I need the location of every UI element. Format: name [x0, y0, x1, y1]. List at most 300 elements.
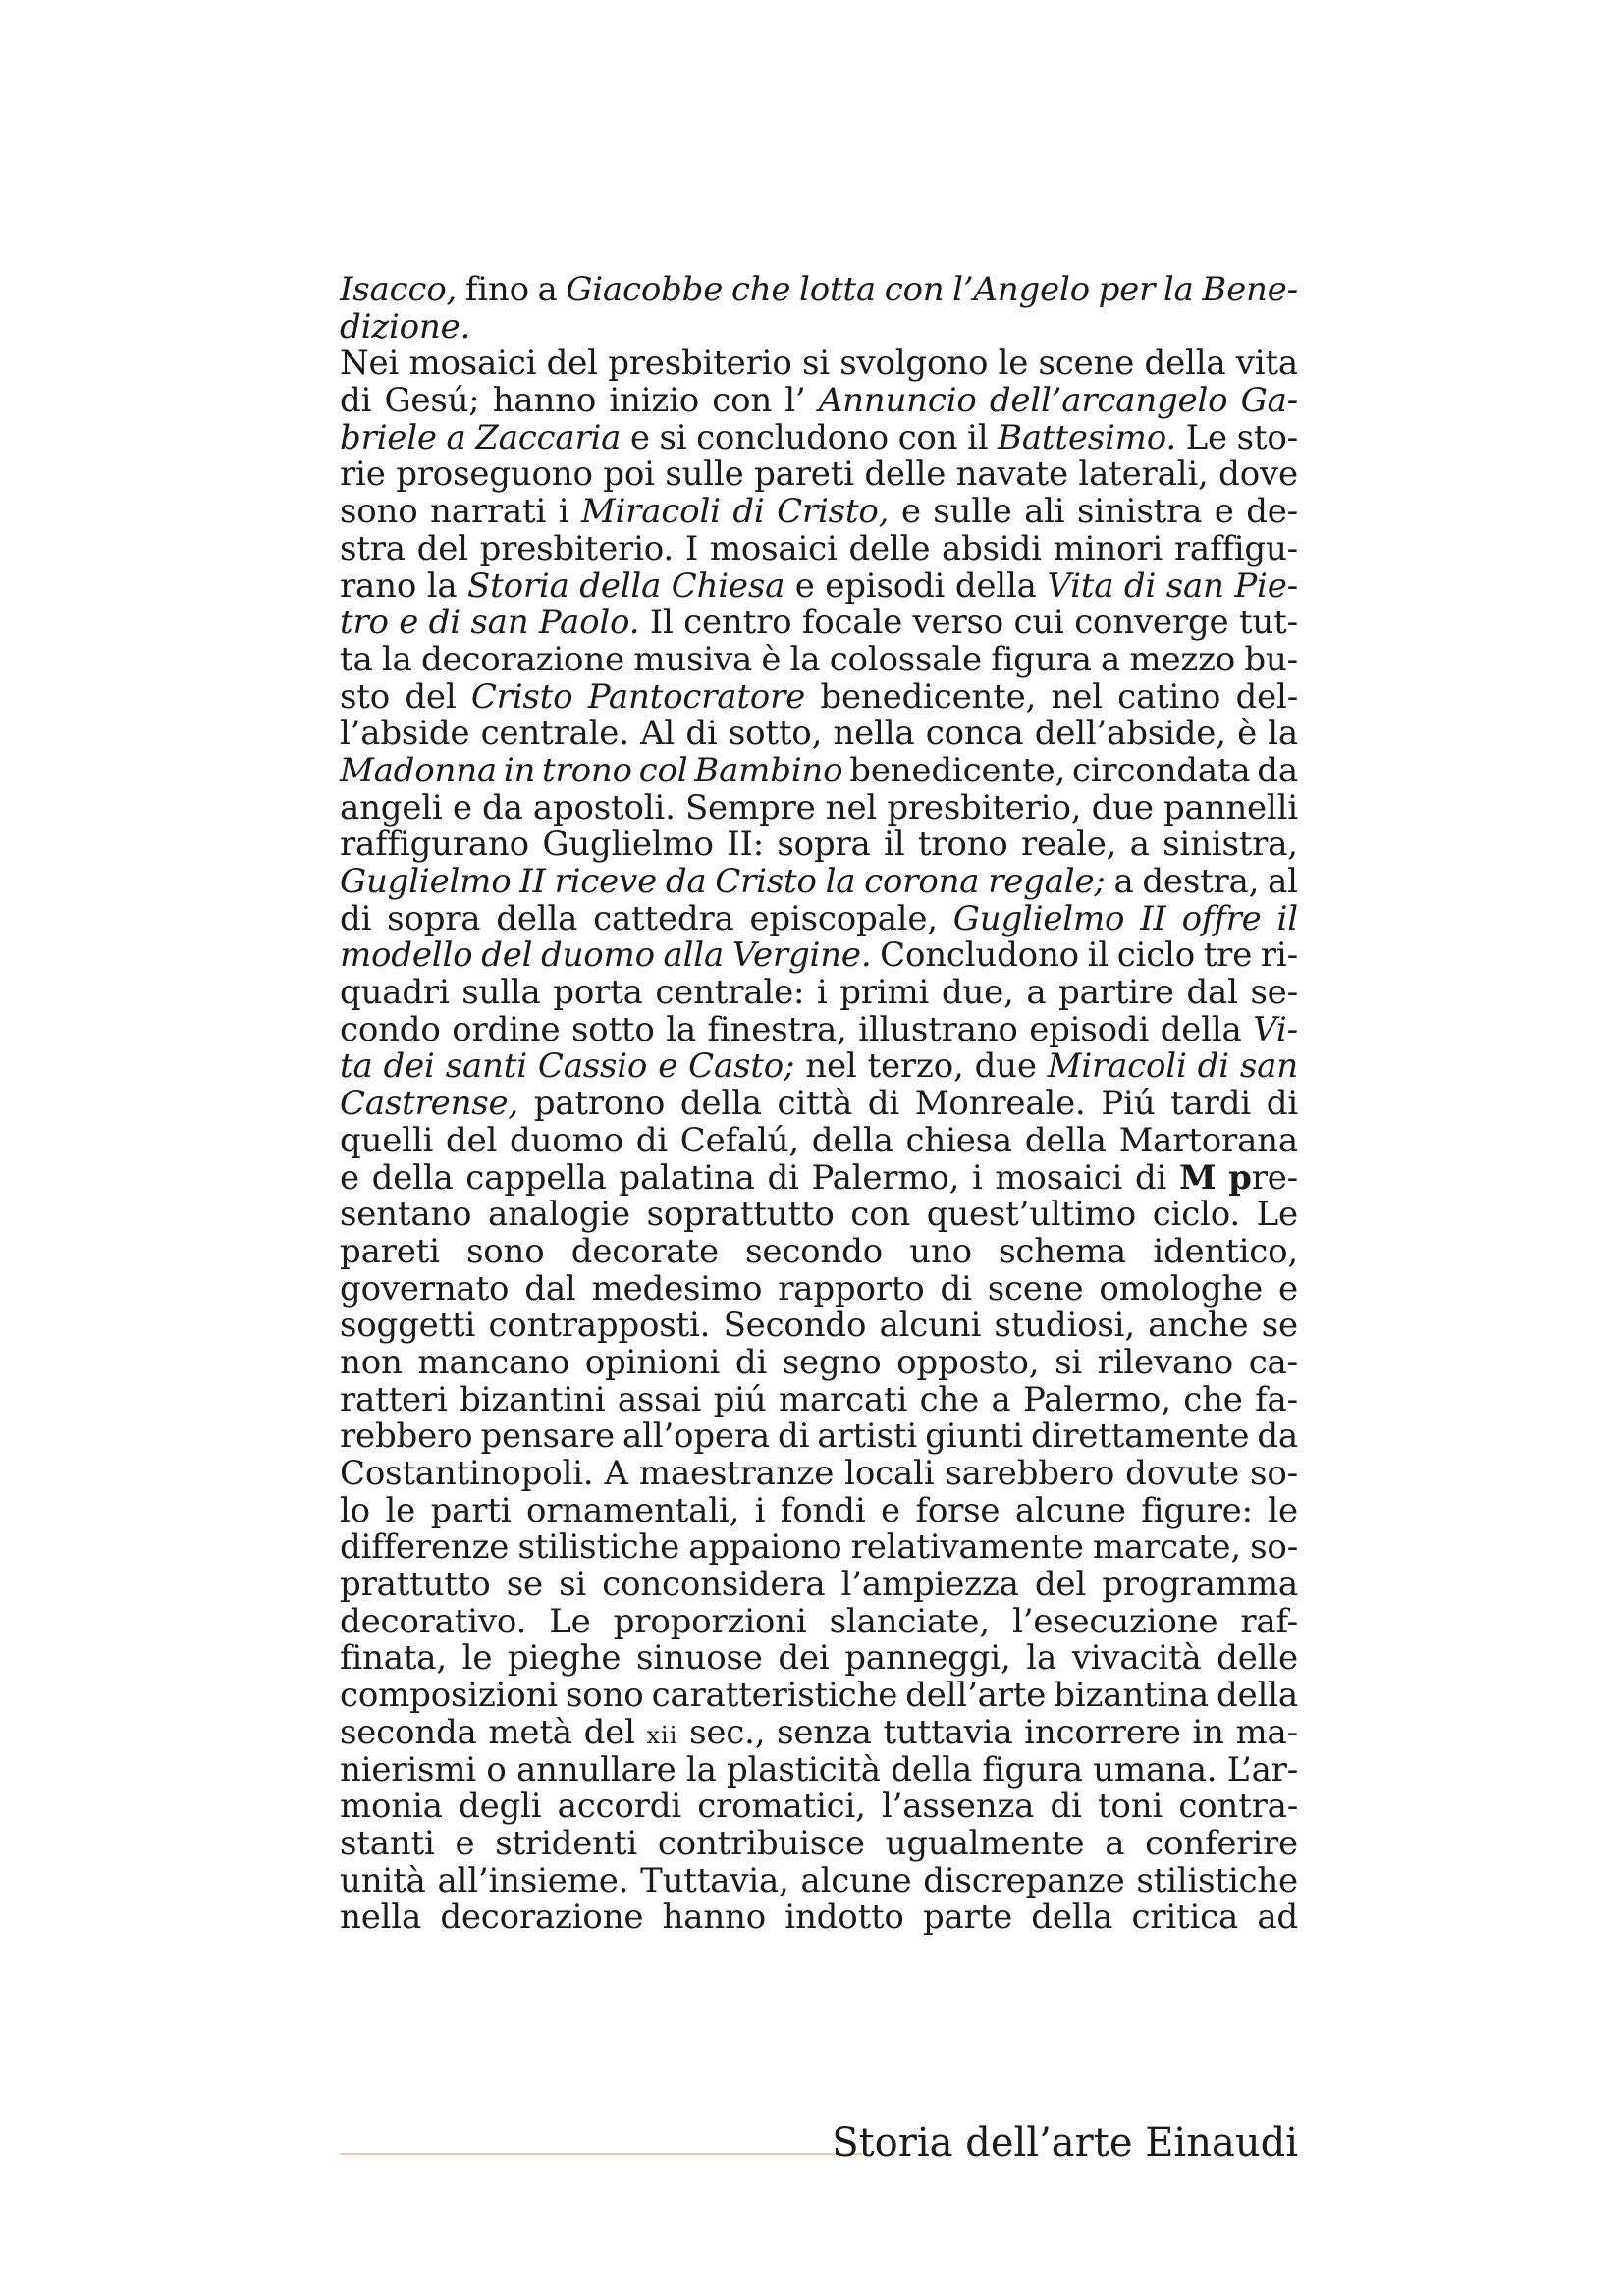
word: col: [638, 750, 688, 790]
word: II:: [727, 825, 764, 865]
word: ciclo.: [1152, 1195, 1241, 1235]
word: e: [658, 1046, 678, 1087]
word: Sempre: [684, 787, 816, 828]
word: la: [685, 1749, 717, 1789]
word: non: [340, 1342, 403, 1382]
word: del: [546, 344, 598, 384]
word: a: [537, 270, 558, 309]
word: Guglielmo: [340, 862, 512, 901]
word: umana.: [1093, 1749, 1217, 1789]
word: sentano: [340, 1195, 472, 1235]
word: e: [794, 565, 815, 606]
word: fondi: [780, 1490, 866, 1530]
word: benedicente,: [820, 676, 1037, 717]
word: sto-: [1236, 417, 1298, 457]
word: mancano: [417, 1342, 570, 1382]
word: L’ar-: [1226, 1749, 1298, 1789]
word: poi: [603, 454, 655, 495]
word: seconda: [340, 1712, 477, 1752]
word: dei: [778, 1638, 830, 1679]
word: è: [761, 639, 782, 679]
word: tro: [340, 603, 389, 643]
word: città: [777, 1084, 853, 1124]
text-line: [340, 605, 1298, 642]
word: si: [559, 1565, 587, 1605]
word: della: [1217, 1676, 1298, 1716]
text-line: [340, 1120, 1298, 1160]
word: a: [1129, 825, 1150, 865]
word: absidi: [942, 528, 1042, 568]
word: raffigu-: [1173, 528, 1298, 568]
word: schema: [999, 1231, 1127, 1271]
footer-rule: [340, 2153, 865, 2155]
word: tut-: [1238, 603, 1298, 643]
word: caratteristiche: [651, 1676, 898, 1716]
word: uno: [909, 1231, 972, 1271]
word: Il: [649, 603, 674, 643]
word: si: [1055, 1342, 1082, 1382]
word: alla: [663, 935, 725, 976]
word: e: [399, 603, 419, 643]
word: catino: [1117, 676, 1221, 717]
word: programma: [1102, 1565, 1298, 1605]
word: due,: [941, 973, 1014, 1013]
word: assai: [617, 1379, 702, 1419]
word: sinistra: [1077, 492, 1203, 532]
word: decorativo.: [340, 1601, 527, 1641]
word: del: [405, 676, 457, 717]
word: se: [506, 1565, 543, 1605]
word: nierismi: [340, 1749, 476, 1789]
word: il: [1276, 898, 1298, 938]
word: bizantini: [460, 1379, 606, 1419]
word: figura: [991, 639, 1092, 679]
word: centrale.: [480, 714, 629, 754]
word: pareti: [340, 1231, 440, 1271]
word: Piú: [1101, 1084, 1156, 1124]
word: xii: [646, 1721, 678, 1749]
word: marcate,: [1092, 1527, 1241, 1568]
word: che: [730, 270, 791, 309]
word: sto: [340, 676, 390, 717]
word: chiesa: [905, 1120, 1012, 1160]
word: della: [954, 565, 1037, 606]
word: Cristo,: [777, 492, 890, 532]
word: le: [461, 1638, 493, 1679]
word: Pantocratore: [587, 676, 806, 717]
word: de-: [1246, 492, 1298, 532]
word: con: [712, 381, 773, 421]
word: sono: [466, 1231, 545, 1271]
word: san: [1239, 1046, 1298, 1087]
word: Le: [549, 1601, 591, 1641]
text-line: [340, 1009, 1298, 1049]
word: Secondo: [723, 1306, 867, 1346]
word: verso: [912, 603, 1004, 643]
word: Vita: [1047, 565, 1114, 606]
word: conconsidera: [602, 1565, 826, 1605]
word: primi: [839, 973, 930, 1013]
text-line: [340, 1789, 1298, 1826]
word: di: [732, 492, 765, 532]
word: della: [371, 1157, 454, 1198]
word: Concludono: [880, 935, 1079, 976]
word: da: [1257, 1416, 1298, 1457]
word: dovute: [1125, 1454, 1240, 1493]
word: appaiono: [688, 1527, 842, 1568]
word: inizio: [609, 381, 700, 421]
word: Le: [1256, 1195, 1298, 1235]
word: di: [1134, 1157, 1167, 1198]
word: offre: [1181, 898, 1262, 938]
word: di: [340, 381, 372, 421]
word: mosaici: [995, 1157, 1123, 1198]
word: artisti: [817, 1416, 918, 1457]
word: alcune: [800, 1860, 912, 1900]
word: la: [825, 862, 856, 901]
word: di: [1123, 565, 1157, 606]
body-text: [340, 272, 1298, 1937]
word: reale,: [1021, 825, 1117, 865]
word: sopra: [387, 898, 481, 938]
word: Giacobbe: [566, 270, 724, 309]
word: marcati: [778, 1379, 908, 1419]
word: omologhe: [1099, 1268, 1264, 1308]
word: soprattutto: [646, 1195, 835, 1235]
word: partire: [1058, 973, 1174, 1013]
word: raf-: [1240, 1601, 1298, 1641]
word: circondata: [1071, 750, 1251, 790]
text-line: [340, 1749, 1298, 1789]
word: di: [1050, 1787, 1082, 1827]
word: e: [881, 1490, 900, 1530]
word: stra: [340, 528, 406, 568]
text-line: [340, 898, 1298, 938]
word: lotta: [799, 270, 876, 309]
word: e: [455, 1823, 475, 1863]
word: palatina: [619, 1157, 755, 1198]
word: illustrano: [858, 1009, 1018, 1049]
word: hanno: [662, 1897, 767, 1938]
word: Bambino: [694, 750, 843, 790]
text-line: [340, 827, 1298, 864]
word: figure:: [1141, 1490, 1253, 1530]
word: la: [426, 565, 458, 606]
word: finata,: [340, 1638, 447, 1679]
text-line: [340, 716, 1298, 753]
word: ordine: [452, 1009, 561, 1049]
word: modello: [340, 935, 473, 976]
word: ciclo: [1116, 935, 1196, 976]
word: Battesimo.: [998, 417, 1176, 457]
text-line: [340, 1490, 1298, 1530]
word: Cefalú,: [679, 1120, 799, 1160]
text-line: [340, 1157, 1298, 1198]
word: Isacco,: [340, 270, 458, 309]
word: da: [665, 862, 707, 901]
word: soggetti: [340, 1306, 476, 1346]
text-line: [340, 1567, 1298, 1604]
word: analogie: [488, 1195, 630, 1235]
word: Madonna: [340, 750, 497, 790]
word: le: [1268, 1490, 1298, 1530]
text-line: [340, 306, 1298, 347]
word: l’: [784, 381, 806, 421]
text-line: [340, 1823, 1298, 1863]
word: medesimo: [591, 1268, 763, 1308]
word: degli: [459, 1787, 542, 1827]
word: II: [519, 862, 546, 901]
word: Casto;: [688, 1046, 795, 1087]
word: secondo: [745, 1231, 883, 1271]
word: della: [1144, 344, 1226, 384]
word: le: [385, 1490, 416, 1530]
word: discrepanze: [923, 1860, 1125, 1900]
word: bu-: [1244, 639, 1298, 679]
word: svolgono: [839, 344, 989, 384]
word: tre: [1203, 935, 1253, 976]
word: nella: [340, 1897, 422, 1938]
word: plasticità: [727, 1749, 881, 1789]
word: Storia: [467, 565, 569, 606]
word: episodi: [825, 565, 946, 606]
word: ali: [1024, 492, 1065, 532]
word: della: [579, 565, 662, 606]
word: e: [452, 787, 472, 828]
word: dal: [524, 1268, 576, 1308]
word: nel: [805, 1046, 857, 1087]
word: conferire: [1145, 1823, 1298, 1863]
word: e: [900, 492, 921, 532]
word: della: [1024, 1120, 1107, 1160]
word: opposto,: [896, 1342, 1040, 1382]
text-line: [340, 639, 1298, 679]
word: se: [1261, 1306, 1298, 1346]
word: unità: [340, 1860, 426, 1900]
word: trono: [542, 750, 632, 790]
word: bizantina: [1054, 1676, 1209, 1716]
word: cromatici,: [697, 1787, 866, 1827]
word: tuttavia: [883, 1712, 1013, 1752]
word: in: [1192, 1712, 1224, 1752]
word: condo: [340, 1009, 441, 1049]
text-line: [340, 494, 1298, 531]
word: rano: [340, 565, 417, 606]
word: pareti: [754, 454, 854, 495]
word: Bene-: [1202, 270, 1298, 309]
word: del: [481, 935, 533, 976]
word: figura: [982, 1749, 1083, 1789]
word: conca: [925, 714, 1024, 754]
word: mezzo: [1129, 639, 1236, 679]
word: incorrere: [1024, 1712, 1181, 1752]
word: del-: [1235, 676, 1298, 717]
text-line: [340, 383, 1298, 420]
word: di: [767, 1157, 799, 1198]
word: indotto: [784, 1897, 904, 1938]
word: so-: [1250, 1527, 1298, 1568]
word: stilistiche: [1136, 1860, 1298, 1900]
word: dell’arcangelo: [989, 381, 1228, 421]
word: da: [1257, 750, 1298, 790]
text-line: [340, 864, 1298, 901]
word: tardi: [1170, 1084, 1251, 1124]
word: stilistiche: [517, 1527, 680, 1568]
word: a: [1113, 862, 1134, 901]
word: ta: [340, 639, 373, 679]
word: mosaici: [408, 344, 537, 384]
word: la: [789, 639, 821, 679]
word: di: [428, 603, 460, 643]
word: Miracoli: [580, 492, 721, 532]
word: relativamente: [850, 1527, 1084, 1568]
word: sarebbero: [945, 1454, 1115, 1493]
word: la: [1268, 714, 1298, 754]
word: sinuose: [635, 1638, 763, 1679]
word: Palermo,: [1023, 1379, 1171, 1419]
word: contrapposti.: [488, 1306, 711, 1346]
word: decorazione: [440, 1897, 644, 1938]
word: accordi: [557, 1787, 681, 1827]
word: rebbero: [340, 1416, 473, 1457]
text-line: [340, 1529, 1298, 1567]
word: e: [1278, 1268, 1298, 1308]
word: trono: [917, 825, 1008, 865]
word: terzo,: [867, 1046, 964, 1087]
word: per: [1098, 270, 1156, 309]
word: presbiterio,: [887, 787, 1082, 828]
word: sono: [340, 492, 418, 532]
word: ornamentali,: [525, 1490, 740, 1530]
word: due: [974, 1046, 1037, 1087]
word: il: [884, 825, 905, 865]
word: governato: [340, 1268, 510, 1308]
word: M: [1178, 1157, 1217, 1198]
word: sulle: [933, 492, 1012, 532]
word: regale;: [988, 862, 1106, 901]
word: parti: [430, 1490, 512, 1530]
word: alcuni: [879, 1306, 982, 1346]
word: di: [635, 1120, 668, 1160]
word: parte: [922, 1897, 1013, 1938]
word: cattedra: [593, 898, 734, 938]
word: Chiesa: [671, 565, 785, 606]
word: del: [446, 1120, 498, 1160]
word: la: [666, 1009, 696, 1049]
word: hanno: [492, 381, 597, 421]
word: vita: [1235, 344, 1298, 384]
word: san: [1165, 565, 1224, 606]
word: cui: [1013, 603, 1064, 643]
text-line: [340, 1712, 1298, 1752]
word: l’abside: [340, 714, 470, 754]
word: due: [1091, 787, 1154, 828]
word: studiosi,: [994, 1306, 1135, 1346]
word: briele: [340, 417, 437, 457]
word: con: [884, 270, 945, 309]
word: dove: [1218, 454, 1298, 495]
word: con: [850, 1195, 911, 1235]
word: Tuttavia,: [640, 1860, 789, 1900]
word: l’assenza: [881, 1787, 1035, 1827]
word: Monreale.: [914, 1084, 1086, 1124]
word: rilevano: [1097, 1342, 1234, 1382]
word: sono: [566, 1676, 644, 1716]
word: focale: [801, 603, 903, 643]
word: pre-: [1228, 1157, 1298, 1198]
word: rapporto: [778, 1268, 925, 1308]
word: porta: [553, 973, 643, 1013]
word: colossale: [829, 639, 982, 679]
word: della: [811, 1120, 893, 1160]
word: identico,: [1153, 1231, 1298, 1271]
word: Ga-: [1240, 381, 1298, 421]
word: forse: [915, 1490, 1001, 1530]
word: Miracoli: [1047, 1046, 1187, 1087]
word: Cristo: [470, 676, 573, 717]
word: Pie-: [1234, 565, 1298, 606]
word: narrati: [430, 492, 547, 532]
word: delle: [1217, 1638, 1298, 1679]
word: mosaici: [709, 528, 838, 568]
word: sopra: [777, 825, 871, 865]
word: i: [971, 1157, 983, 1198]
word: stridenti: [495, 1823, 637, 1863]
word: critica: [1131, 1897, 1239, 1938]
word: e: [1214, 492, 1234, 532]
word: panneggi,: [844, 1638, 1011, 1679]
word: del: [1034, 1565, 1087, 1605]
text-line: [340, 676, 1298, 717]
word: sotto,: [728, 714, 823, 754]
text-line: [340, 346, 1298, 383]
word: l’ampiezza: [840, 1565, 1019, 1605]
word: è: [1237, 714, 1257, 754]
word: si: [659, 417, 687, 457]
word: san: [470, 603, 529, 643]
word: ma-: [1235, 1712, 1298, 1752]
word: decorate: [570, 1231, 719, 1271]
word: toni: [1097, 1787, 1163, 1827]
word: sulla: [461, 973, 541, 1013]
word: e: [629, 417, 650, 457]
word: quadri: [340, 973, 450, 1013]
word: Al: [640, 714, 676, 754]
text-line: [340, 417, 1298, 457]
word: metà: [488, 1712, 572, 1752]
word: centrale:: [655, 973, 805, 1013]
word: sotto: [570, 1009, 655, 1049]
word: cappella: [465, 1157, 607, 1198]
word: patrono: [533, 1084, 666, 1124]
word: Palermo,: [811, 1157, 960, 1198]
word: della: [1160, 1009, 1242, 1049]
word: sulle: [665, 454, 744, 495]
word: se-: [1250, 973, 1298, 1013]
word: nella: [833, 714, 915, 754]
word: di: [734, 1342, 768, 1382]
word: le: [998, 344, 1029, 384]
text-line: [340, 975, 1298, 1012]
word: apostoli.: [532, 787, 676, 828]
word: dizione.: [340, 306, 471, 347]
word: la: [1026, 1638, 1057, 1679]
word: a: [1105, 1823, 1125, 1863]
word: della: [891, 1749, 973, 1789]
word: musiva: [633, 639, 753, 679]
word: Costantinopoli.: [340, 1454, 594, 1493]
word: di: [940, 1268, 972, 1308]
